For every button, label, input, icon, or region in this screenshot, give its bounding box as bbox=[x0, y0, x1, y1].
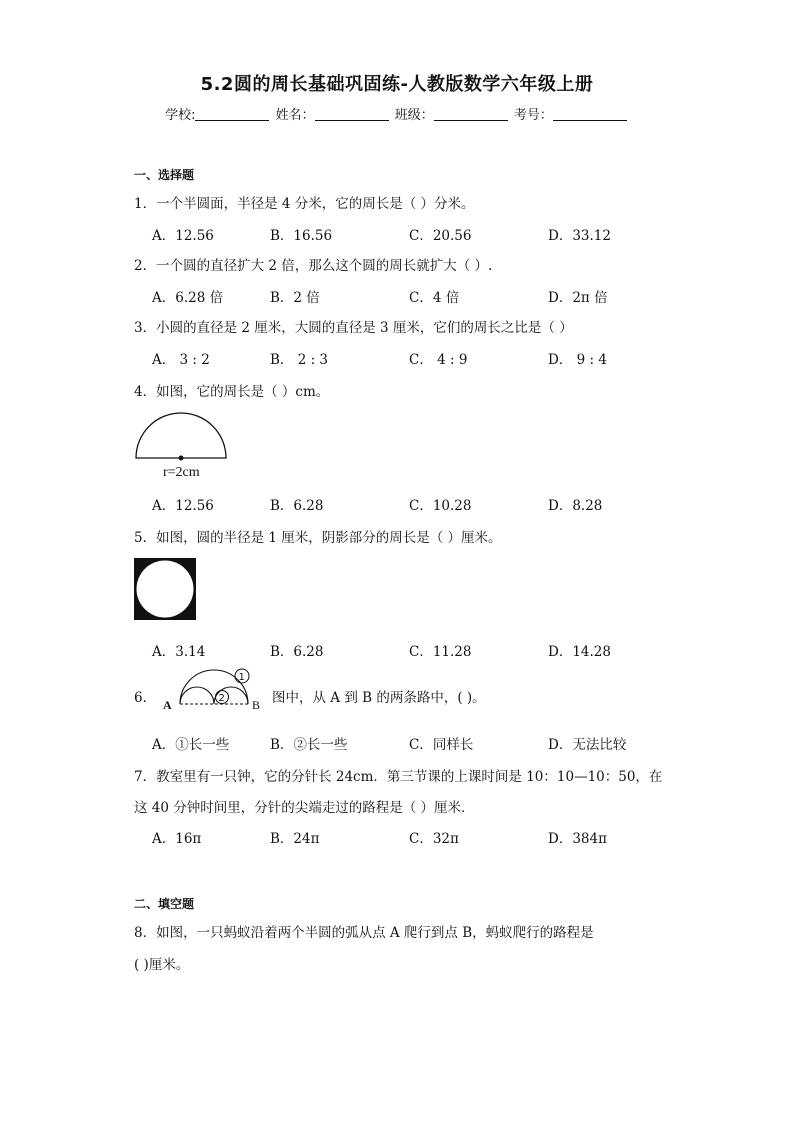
name-blank[interactable] bbox=[315, 108, 389, 121]
option-b[interactable]: B．24π bbox=[270, 831, 320, 847]
school-label: 学校: bbox=[165, 108, 196, 123]
option-d[interactable]: D．33.12 bbox=[548, 228, 611, 244]
page-title: 5.2圆的周长基础巩固练-人教版数学六年级上册 bbox=[200, 74, 594, 95]
point-a-label: A bbox=[163, 698, 172, 712]
name-label: 姓名： bbox=[275, 108, 315, 123]
option-c[interactable]: C．20.56 bbox=[409, 228, 472, 244]
question-6: 图中，从 A 到 B 的两条路中，( )。 bbox=[272, 690, 486, 706]
class-label: 班级： bbox=[394, 108, 434, 123]
radius-label: r=2cm bbox=[163, 465, 200, 480]
option-d[interactable]: D．8.28 bbox=[548, 498, 603, 514]
label-2: 2 bbox=[218, 693, 225, 704]
option-c[interactable]: C． 4 : 9 bbox=[409, 352, 468, 368]
option-d[interactable]: D．384π bbox=[548, 831, 607, 847]
option-c[interactable]: C．10.28 bbox=[409, 498, 472, 514]
option-a[interactable]: A．6.28 倍 bbox=[152, 290, 224, 306]
exam-no-blank[interactable] bbox=[553, 108, 627, 121]
option-d[interactable]: D．无法比较 bbox=[548, 737, 627, 753]
question-7: 7．教室里有一只钟，它的分针长 24cm．第三节课的上课时间是 10：10—10：50，在 bbox=[134, 769, 663, 785]
question-8-line2: ( )厘米。 bbox=[134, 957, 190, 973]
question-4: 4．如图，它的周长是（ ）cm。 bbox=[134, 384, 330, 400]
inner-circle bbox=[137, 561, 194, 618]
question-5: 5．如图，圆的半径是 1 厘米，阴影部分的周长是（ ）厘米。 bbox=[134, 530, 502, 546]
class-blank[interactable] bbox=[434, 108, 508, 121]
option-c[interactable]: C．同样长 bbox=[409, 737, 474, 753]
option-a[interactable]: A．12.56 bbox=[152, 498, 214, 514]
option-b[interactable]: B． 2 : 3 bbox=[270, 352, 329, 368]
option-a[interactable]: A．①长一些 bbox=[152, 737, 230, 753]
path-2-arcs bbox=[180, 687, 248, 704]
two-paths-figure bbox=[158, 664, 268, 714]
shaded-square-circle-figure bbox=[134, 558, 198, 622]
semicircle-figure bbox=[130, 408, 240, 480]
section-fill: 二、填空题 bbox=[134, 897, 195, 911]
option-d[interactable]: D．14.28 bbox=[548, 644, 611, 660]
question-6-number: 6． bbox=[134, 690, 157, 706]
option-b[interactable]: B．②长一些 bbox=[270, 737, 348, 753]
option-b[interactable]: B．16.56 bbox=[270, 228, 333, 244]
option-b[interactable]: B．2 倍 bbox=[270, 290, 320, 306]
option-c[interactable]: C．4 倍 bbox=[409, 290, 460, 306]
option-d[interactable]: D．2π 倍 bbox=[548, 290, 608, 306]
option-b[interactable]: B．6.28 bbox=[270, 644, 324, 660]
section-choice: 一、选择题 bbox=[134, 168, 195, 182]
exam-no-label: 考号： bbox=[513, 108, 553, 123]
option-c[interactable]: C．11.28 bbox=[409, 644, 472, 660]
question-1: 1．一个半圆面，半径是 4 分米，它的周长是（ ）分米。 bbox=[134, 196, 475, 212]
question-8: 8．如图，一只蚂蚁沿着两个半圆的弧从点 A 爬行到点 B，蚂蚁爬行的路程是 bbox=[134, 925, 594, 941]
school-blank[interactable] bbox=[195, 108, 269, 121]
student-info-line bbox=[0, 104, 794, 123]
option-d[interactable]: D． 9 : 4 bbox=[548, 352, 607, 368]
option-a[interactable]: A．12.56 bbox=[152, 228, 214, 244]
question-2: 2．一个圆的直径扩大 2 倍，那么这个圆的周长就扩大（ ）. bbox=[134, 258, 493, 274]
center-dot bbox=[179, 456, 184, 461]
point-b-label: B bbox=[252, 698, 261, 712]
question-7-line2: 这 40 分钟时间里，分针的尖端走过的路程是（ ）厘米． bbox=[134, 800, 475, 816]
option-a[interactable]: A．3.14 bbox=[152, 644, 206, 660]
option-c[interactable]: C．32π bbox=[409, 831, 459, 847]
option-b[interactable]: B．6.28 bbox=[270, 498, 324, 514]
question-3: 3．小圆的直径是 2 厘米，大圆的直径是 3 厘米，它们的周长之比是（ ） bbox=[134, 320, 573, 336]
semicircle-shape bbox=[136, 413, 226, 458]
option-a[interactable]: A．16π bbox=[152, 831, 202, 847]
label-1: 1 bbox=[238, 672, 245, 683]
option-a[interactable]: A． 3 : 2 bbox=[152, 352, 210, 368]
